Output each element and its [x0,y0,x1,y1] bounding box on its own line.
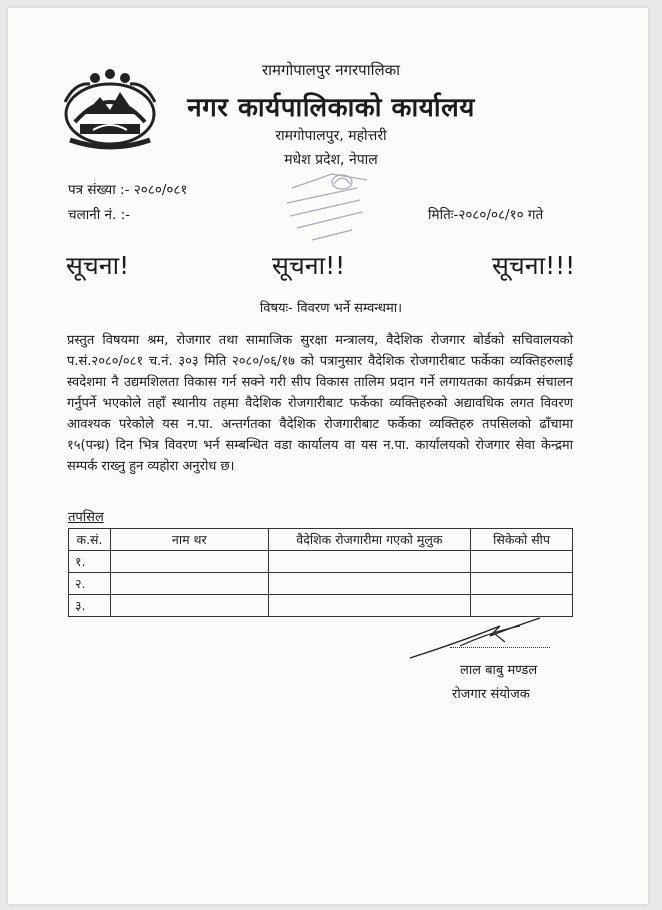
signatory-title: रोजगार संयोजक [452,687,530,702]
table-header-row [69,529,573,551]
table-cell [268,573,471,595]
subject-line: विषयः- विवरण भर्ने सम्वन्धमा। [259,301,403,316]
table-row [69,551,573,573]
table-cell [110,551,268,573]
signatory-name: लाल बाबु मण्डल [460,663,538,678]
address-line-2: मधेश प्रदेश, नेपाल [284,152,378,168]
notice-title-2: सूचना!! [272,251,346,280]
office-title: नगर कार्यपालिकाको कार्यालय [187,93,475,123]
table-cell [471,551,573,573]
letter-date: मितिः-२०८०/०८/१० गते [428,207,544,223]
letter-number: पत्र संख्या :- २०८०/०८१ [68,182,188,198]
dispatch-number: चलानी नं. :- [68,207,130,223]
table-row [69,573,573,595]
table-cell [268,551,471,573]
table-cell [110,595,268,617]
table-cell [471,573,573,595]
municipality-name: रामगोपालपुर नगरपालिका [261,61,401,79]
col-header-name: नाम थर [110,529,268,551]
signature-line [450,638,550,648]
schedule-label: तपसिल [68,510,104,525]
office-stamp [272,168,382,248]
row-number: १. [69,551,111,573]
row-number: २. [69,573,111,595]
schedule-table [68,528,573,617]
notice-title-1: सूचना! [66,251,130,280]
table-cell [110,573,268,595]
row-number: ३. [69,595,111,617]
col-header-sn: क.सं. [69,529,111,551]
address-line-1: रामगोपालपुर, महोत्तरी [275,128,387,144]
col-header-country: वैदेशिक रोजगारीमा गएको मुलुक [268,529,471,551]
notice-title-3: सूचना!!! [492,251,576,280]
notice-body: प्रस्तुत विषयमा श्रम, रोजगार तथा सामाजिक सुरक्षा मन्त्रालय, वैदेशिक रोजगार बोर्डको सचिवालयको प.सं.२०८०/०८१ च.नं. ३०३ मिति २०८०/०६/१७ को पत्रानुसार वैदेशिक रोजगारीबाट फर्केका व्यक्तिहरुलाई स्वदेशमा नै उद्यमशिलता विकास गर्न सक्ने गरी सीप विकास तालिम प्रदान गर्ने लगायतका कार्यक्रम संचालन गर्नुपर्ने भएकोले तहाँ स्थानीय तहमा वैदेशिक रोजगारीबाट फर्केका व्यक्तिहरुको अद्यावधिक लगत विवरण आवश्यक परेकोले यस न.पा. अन्तर्गतका वैदेशिक रोजगारीबाट फर्केका व्यक्तिहरु तपसिलको ढाँचामा १५(पन्ध्र) दिन भित्र विवरण भर्न सम्बन्धित वडा कार्यालय वा यस न.पा. कार्यालयको रोजगार सेवा केन्द्रमा सम्पर्क राख्नु हुन व्यहोरा अनुरोध छ। [67,333,573,474]
col-header-skill: सिकेको सीप [471,529,573,551]
